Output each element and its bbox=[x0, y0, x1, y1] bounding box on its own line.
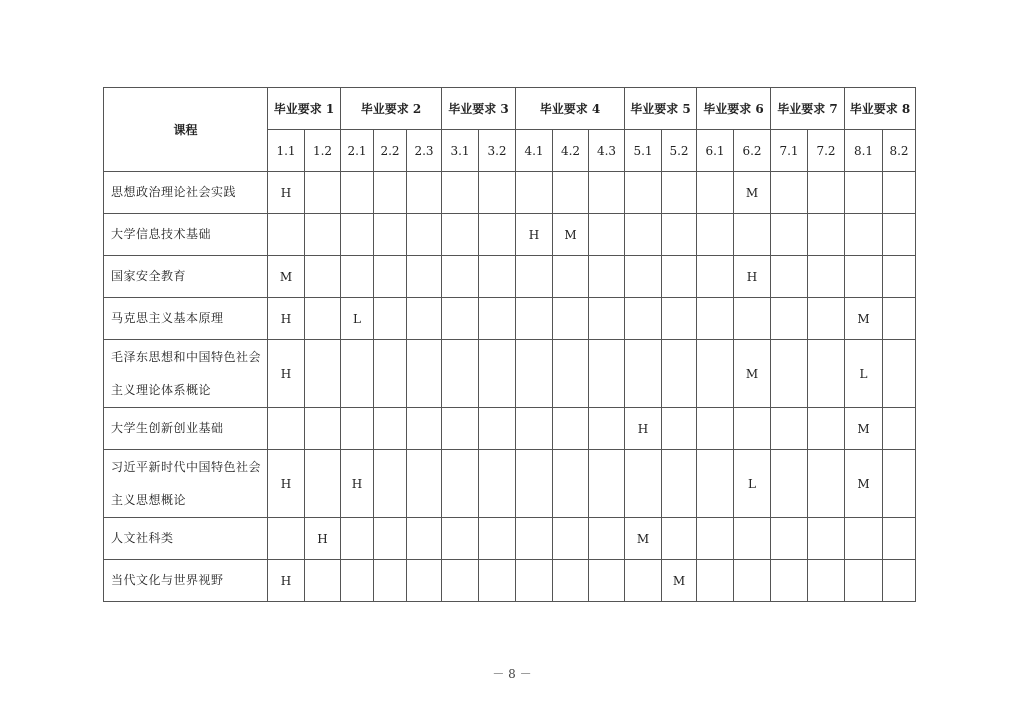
support-level-cell bbox=[883, 298, 916, 340]
support-level-cell bbox=[553, 298, 589, 340]
support-level-cell: H bbox=[268, 298, 305, 340]
support-level-cell bbox=[771, 214, 808, 256]
support-level-cell: H bbox=[341, 450, 374, 518]
support-level-cell bbox=[589, 340, 625, 408]
support-level-cell bbox=[442, 172, 479, 214]
support-level-cell bbox=[734, 298, 771, 340]
support-level-cell bbox=[305, 340, 341, 408]
table-row bbox=[104, 298, 916, 340]
support-level-cell bbox=[625, 560, 662, 602]
support-level-cell bbox=[553, 256, 589, 298]
support-level-cell: M bbox=[845, 408, 883, 450]
support-level-cell bbox=[697, 518, 734, 560]
support-level-cell bbox=[771, 172, 808, 214]
subrequirement-header: 6.1 bbox=[697, 130, 734, 172]
support-level-cell: M bbox=[845, 298, 883, 340]
support-level-cell bbox=[442, 340, 479, 408]
subrequirement-header: 2.2 bbox=[374, 130, 407, 172]
support-level-cell bbox=[771, 408, 808, 450]
support-level-cell bbox=[883, 560, 916, 602]
support-level-cell bbox=[771, 560, 808, 602]
subrequirement-header: 2.3 bbox=[407, 130, 442, 172]
requirement-group-header: 毕业要求 4 bbox=[516, 88, 625, 130]
support-level-cell bbox=[625, 172, 662, 214]
support-level-cell bbox=[662, 172, 697, 214]
support-level-cell bbox=[697, 172, 734, 214]
course-name-cell: 当代文化与世界视野 bbox=[104, 560, 268, 602]
subrequirement-header: 8.1 bbox=[845, 130, 883, 172]
support-level-cell: M bbox=[734, 340, 771, 408]
support-level-cell bbox=[442, 560, 479, 602]
support-level-cell bbox=[771, 256, 808, 298]
support-level-cell bbox=[374, 256, 407, 298]
course-column-header: 课程 bbox=[104, 88, 268, 172]
support-level-cell bbox=[268, 408, 305, 450]
support-level-cell bbox=[808, 214, 845, 256]
support-level-cell bbox=[479, 256, 516, 298]
support-level-cell bbox=[479, 408, 516, 450]
support-level-cell bbox=[516, 450, 553, 518]
support-level-cell bbox=[479, 340, 516, 408]
header-row-groups bbox=[104, 88, 916, 130]
support-level-cell bbox=[479, 298, 516, 340]
support-level-cell bbox=[374, 340, 407, 408]
support-level-cell bbox=[305, 560, 341, 602]
support-level-cell bbox=[589, 172, 625, 214]
support-level-cell bbox=[845, 172, 883, 214]
support-level-cell bbox=[662, 408, 697, 450]
support-level-cell bbox=[341, 408, 374, 450]
support-level-cell bbox=[845, 214, 883, 256]
course-name-cell: 大学信息技术基础 bbox=[104, 214, 268, 256]
support-level-cell bbox=[734, 560, 771, 602]
support-level-cell bbox=[442, 518, 479, 560]
support-level-cell bbox=[883, 172, 916, 214]
support-level-cell: M bbox=[845, 450, 883, 518]
support-level-cell: L bbox=[341, 298, 374, 340]
support-level-cell bbox=[305, 172, 341, 214]
support-level-cell: L bbox=[734, 450, 771, 518]
support-level-cell bbox=[883, 256, 916, 298]
support-level-cell bbox=[341, 340, 374, 408]
support-level-cell: M bbox=[662, 560, 697, 602]
support-level-cell: L bbox=[845, 340, 883, 408]
support-level-cell: H bbox=[305, 518, 341, 560]
support-level-cell bbox=[589, 256, 625, 298]
support-level-cell bbox=[516, 408, 553, 450]
support-level-cell bbox=[374, 408, 407, 450]
support-level-cell bbox=[697, 298, 734, 340]
subrequirement-header: 5.1 bbox=[625, 130, 662, 172]
support-level-cell bbox=[662, 518, 697, 560]
support-level-cell bbox=[407, 450, 442, 518]
support-level-cell bbox=[589, 408, 625, 450]
support-level-cell bbox=[516, 256, 553, 298]
requirement-group-header: 毕业要求 6 bbox=[697, 88, 771, 130]
support-level-cell bbox=[771, 450, 808, 518]
course-name-cell: 毛泽东思想和中国特色社会主义理论体系概论 bbox=[104, 340, 268, 408]
support-level-cell bbox=[516, 172, 553, 214]
support-level-cell bbox=[407, 298, 442, 340]
subrequirement-header: 7.2 bbox=[808, 130, 845, 172]
support-level-cell bbox=[697, 214, 734, 256]
support-level-cell bbox=[341, 256, 374, 298]
support-level-cell bbox=[374, 518, 407, 560]
course-name-cell: 人文社科类 bbox=[104, 518, 268, 560]
support-level-cell bbox=[771, 518, 808, 560]
support-level-cell bbox=[479, 518, 516, 560]
support-level-cell: M bbox=[625, 518, 662, 560]
support-level-cell bbox=[734, 518, 771, 560]
support-level-cell bbox=[662, 298, 697, 340]
support-level-cell: M bbox=[268, 256, 305, 298]
support-level-cell: H bbox=[516, 214, 553, 256]
subrequirement-header: 4.3 bbox=[589, 130, 625, 172]
support-level-cell bbox=[442, 450, 479, 518]
support-level-cell: H bbox=[268, 450, 305, 518]
support-level-cell bbox=[341, 172, 374, 214]
support-level-cell bbox=[883, 214, 916, 256]
support-level-cell bbox=[697, 450, 734, 518]
support-level-cell bbox=[341, 560, 374, 602]
course-name-cell: 马克思主义基本原理 bbox=[104, 298, 268, 340]
support-level-cell bbox=[808, 560, 845, 602]
table-row bbox=[104, 518, 916, 560]
support-level-cell bbox=[341, 518, 374, 560]
support-level-cell bbox=[808, 172, 845, 214]
support-level-cell bbox=[625, 214, 662, 256]
support-level-cell bbox=[625, 298, 662, 340]
support-level-cell bbox=[374, 172, 407, 214]
course-requirements-matrix bbox=[103, 87, 916, 602]
support-level-cell bbox=[407, 340, 442, 408]
table-row bbox=[104, 560, 916, 602]
support-level-cell bbox=[479, 214, 516, 256]
support-level-cell bbox=[589, 560, 625, 602]
support-level-cell bbox=[589, 450, 625, 518]
table-row bbox=[104, 256, 916, 298]
support-level-cell bbox=[589, 298, 625, 340]
table-row bbox=[104, 340, 916, 408]
support-level-cell bbox=[662, 450, 697, 518]
support-level-cell bbox=[374, 560, 407, 602]
table-row bbox=[104, 214, 916, 256]
support-level-cell: H bbox=[625, 408, 662, 450]
support-level-cell bbox=[305, 256, 341, 298]
requirement-group-header: 毕业要求 2 bbox=[341, 88, 442, 130]
support-level-cell bbox=[268, 518, 305, 560]
support-level-cell: H bbox=[268, 340, 305, 408]
support-level-cell bbox=[553, 518, 589, 560]
course-name-cell: 思想政治理论社会实践 bbox=[104, 172, 268, 214]
table-row bbox=[104, 172, 916, 214]
support-level-cell bbox=[268, 214, 305, 256]
support-level-cell bbox=[625, 340, 662, 408]
support-level-cell bbox=[553, 340, 589, 408]
support-level-cell bbox=[553, 172, 589, 214]
support-level-cell bbox=[883, 408, 916, 450]
support-level-cell bbox=[771, 298, 808, 340]
support-level-cell bbox=[589, 518, 625, 560]
subrequirement-header: 3.2 bbox=[479, 130, 516, 172]
subrequirement-header: 1.2 bbox=[305, 130, 341, 172]
support-level-cell bbox=[374, 450, 407, 518]
support-level-cell bbox=[883, 340, 916, 408]
requirement-group-header: 毕业要求 1 bbox=[268, 88, 341, 130]
support-level-cell bbox=[407, 518, 442, 560]
subrequirement-header: 3.1 bbox=[442, 130, 479, 172]
support-level-cell: M bbox=[553, 214, 589, 256]
subrequirement-header: 1.1 bbox=[268, 130, 305, 172]
support-level-cell bbox=[553, 450, 589, 518]
course-name-cell: 国家安全教育 bbox=[104, 256, 268, 298]
requirement-group-header: 毕业要求 7 bbox=[771, 88, 845, 130]
support-level-cell bbox=[553, 560, 589, 602]
subrequirement-header: 2.1 bbox=[341, 130, 374, 172]
requirement-group-header: 毕业要求 5 bbox=[625, 88, 697, 130]
support-level-cell bbox=[662, 340, 697, 408]
support-level-cell bbox=[808, 340, 845, 408]
support-level-cell bbox=[305, 298, 341, 340]
support-level-cell bbox=[589, 214, 625, 256]
support-level-cell bbox=[845, 256, 883, 298]
support-level-cell bbox=[771, 340, 808, 408]
support-level-cell bbox=[516, 298, 553, 340]
requirement-group-header: 毕业要求 8 bbox=[845, 88, 916, 130]
page-number: － 8 － bbox=[492, 667, 532, 681]
support-level-cell bbox=[625, 256, 662, 298]
support-level-cell bbox=[734, 214, 771, 256]
support-level-cell: H bbox=[734, 256, 771, 298]
table-row bbox=[104, 408, 916, 450]
support-level-cell bbox=[442, 298, 479, 340]
support-level-cell: H bbox=[268, 172, 305, 214]
support-level-cell bbox=[407, 560, 442, 602]
support-level-cell bbox=[479, 450, 516, 518]
support-level-cell bbox=[305, 408, 341, 450]
support-level-cell bbox=[479, 560, 516, 602]
requirement-group-header: 毕业要求 3 bbox=[442, 88, 516, 130]
subrequirement-header: 5.2 bbox=[662, 130, 697, 172]
support-level-cell bbox=[516, 340, 553, 408]
support-level-cell bbox=[374, 214, 407, 256]
support-level-cell bbox=[662, 256, 697, 298]
support-level-cell bbox=[442, 256, 479, 298]
support-level-cell bbox=[808, 298, 845, 340]
support-level-cell bbox=[305, 450, 341, 518]
support-level-cell bbox=[516, 560, 553, 602]
support-level-cell bbox=[442, 214, 479, 256]
subrequirement-header: 4.1 bbox=[516, 130, 553, 172]
subrequirement-header: 6.2 bbox=[734, 130, 771, 172]
support-level-cell bbox=[407, 408, 442, 450]
support-level-cell bbox=[734, 408, 771, 450]
support-level-cell: H bbox=[268, 560, 305, 602]
support-level-cell bbox=[341, 214, 374, 256]
support-level-cell bbox=[697, 256, 734, 298]
subrequirement-header: 8.2 bbox=[883, 130, 916, 172]
course-name-cell: 习近平新时代中国特色社会 主义思想概论 bbox=[104, 450, 268, 518]
support-level-cell bbox=[883, 450, 916, 518]
support-level-cell bbox=[407, 256, 442, 298]
support-level-cell bbox=[553, 408, 589, 450]
subrequirement-header: 4.2 bbox=[553, 130, 589, 172]
support-level-cell bbox=[407, 172, 442, 214]
support-level-cell bbox=[845, 560, 883, 602]
support-level-cell bbox=[697, 340, 734, 408]
support-level-cell bbox=[305, 214, 341, 256]
support-level-cell bbox=[374, 298, 407, 340]
support-level-cell bbox=[808, 450, 845, 518]
requirements-matrix-container bbox=[103, 87, 916, 602]
support-level-cell bbox=[845, 518, 883, 560]
support-level-cell bbox=[808, 408, 845, 450]
support-level-cell bbox=[697, 560, 734, 602]
support-level-cell bbox=[625, 450, 662, 518]
support-level-cell bbox=[662, 214, 697, 256]
support-level-cell bbox=[697, 408, 734, 450]
support-level-cell bbox=[516, 518, 553, 560]
course-name-cell: 大学生创新创业基础 bbox=[104, 408, 268, 450]
support-level-cell bbox=[808, 518, 845, 560]
support-level-cell bbox=[442, 408, 479, 450]
support-level-cell: M bbox=[734, 172, 771, 214]
support-level-cell bbox=[883, 518, 916, 560]
subrequirement-header: 7.1 bbox=[771, 130, 808, 172]
table-row bbox=[104, 450, 916, 518]
support-level-cell bbox=[808, 256, 845, 298]
support-level-cell bbox=[407, 214, 442, 256]
support-level-cell bbox=[479, 172, 516, 214]
